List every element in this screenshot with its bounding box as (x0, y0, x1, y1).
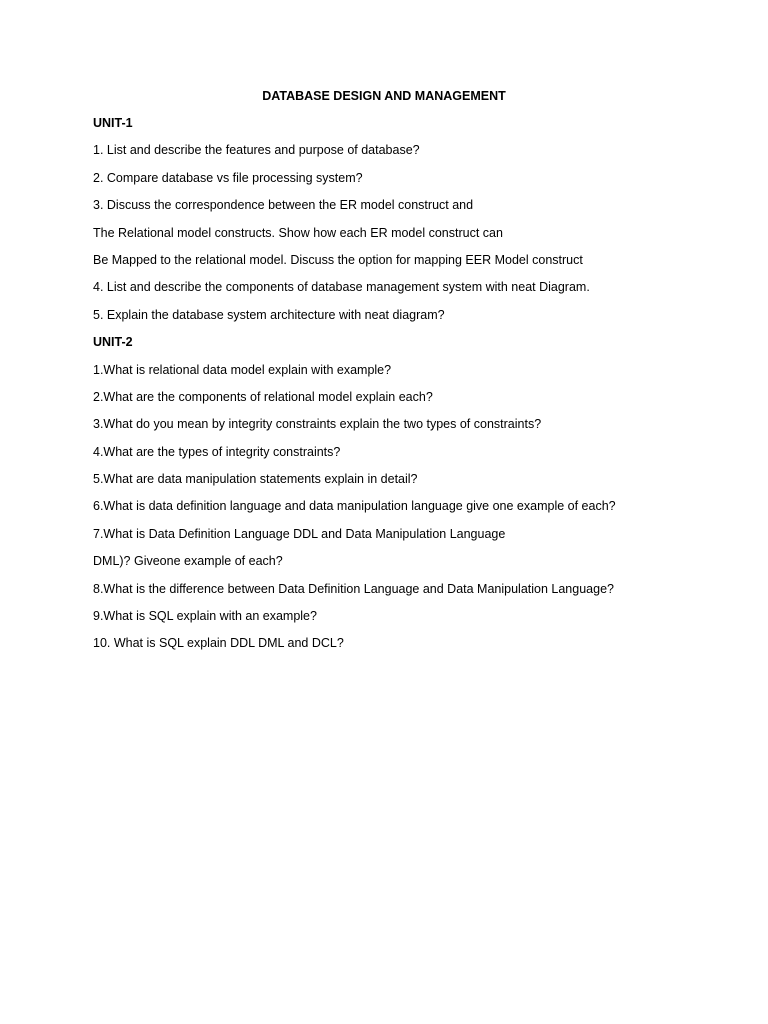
unit-2-question-line: 7.What is Data Definition Language DDL and Data Manipulation Language (93, 526, 506, 541)
unit-2-question-line: 8.What is the difference between Data Definition Language and Data Manipulation Language? (93, 581, 614, 596)
unit-1-question-line: 3. Discuss the correspondence between the ER model construct and (93, 198, 474, 213)
document-title: DATABASE DESIGN AND MANAGEMENT (262, 89, 506, 103)
unit-2-question-line: DML)? Giveone example of each? (93, 554, 283, 569)
document-body (93, 115, 733, 663)
unit-2-question-line: 10. What is SQL explain DDL DML and DCL? (93, 636, 344, 651)
unit-1-question-line: 4. List and describe the components of database management system with neat Diagram. (93, 280, 590, 295)
unit-2-question-line: 5.What are data manipulation statements explain in detail? (93, 472, 418, 487)
unit-2-heading: UNIT-2 (93, 335, 133, 350)
unit-1-heading: UNIT-1 (93, 116, 133, 130)
unit-2-question-line: 2.What are the components of relational model explain each? (93, 389, 433, 404)
unit-2-question-line: 4.What are the types of integrity constraints? (93, 444, 341, 459)
unit-2-question-line: 3.What do you mean by integrity constraints explain the two types of constraints? (93, 417, 542, 432)
unit-2-question-line: 6.What is data definition language and data manipulation language give one example of each? (93, 499, 616, 514)
unit-2-question-line: 1.What is relational data model explain with example? (93, 362, 392, 377)
unit-1-question-line: Be Mapped to the relational model. Discuss the option for mapping EER Model construct (93, 252, 583, 267)
unit-1-question-line: The Relational model constructs. Show how each ER model construct can (93, 225, 503, 240)
unit-1-question-line: 2. Compare database vs file processing system? (93, 170, 363, 185)
unit-1-question-line: 5. Explain the database system architecture with neat diagram? (93, 307, 445, 322)
unit-1-question-line: 1. List and describe the features and purpose of database? (93, 143, 420, 158)
unit-2-question-line: 9.What is SQL explain with an example? (93, 609, 317, 624)
